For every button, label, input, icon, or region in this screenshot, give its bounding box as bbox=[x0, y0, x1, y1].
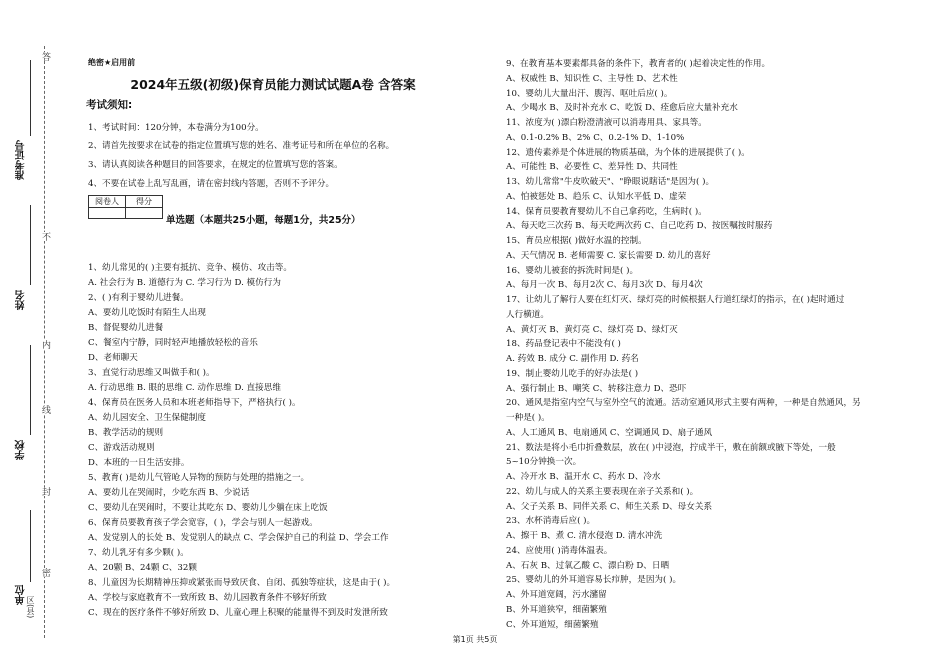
question-line: 10、婴幼儿大量出汗、腹泻、呕吐后应( )。 bbox=[506, 88, 673, 99]
ticket-number-label: 准考证号 bbox=[16, 140, 27, 180]
notice-item: 2、请首先按要求在试卷的指定位置填写您的姓名、准考证号和所在单位的名称。 bbox=[88, 141, 395, 151]
question-line: A、要幼儿吃饭时有陌生人出现 bbox=[88, 308, 206, 318]
question-line: A、天气情况 B. 老师需要 C. 家长需要 D. 幼儿的喜好 bbox=[506, 250, 711, 261]
question-line: A、学校与家庭教育不一致所致 B、幼儿园教育条件不够好所致 bbox=[88, 593, 327, 603]
question-line: A、强行制止 B、嘲笑 C、转移注意力 D、恐吓 bbox=[506, 383, 687, 394]
question-line: 15、育员应根据( )做好水温的控制。 bbox=[506, 236, 647, 246]
question-line: 3、直觉行动思维又叫做手和( )。 bbox=[88, 368, 215, 378]
notice-item: 4、不要在试卷上乱写乱画，请在密封线内答题，否则不予评分。 bbox=[88, 179, 335, 189]
question-line: B、外耳道狭窄，细菌繁殖 bbox=[506, 604, 607, 615]
seal-mark: 答 bbox=[40, 52, 50, 61]
question-line: B、教学活动的规则 bbox=[88, 428, 164, 438]
question-line: C、现在的医疗条件不够好所致 D、儿童心理上积聚的能量得不到及时发泄所致 bbox=[88, 608, 388, 618]
notice-item: 1、考试时间：120分钟，本卷满分为100分。 bbox=[88, 123, 264, 133]
seal-mark: 内 bbox=[40, 340, 50, 349]
question-line: 4、保育员在医务人员和本班老师指导下，严格执行( )。 bbox=[88, 398, 301, 408]
question-line: 1、幼儿常见的( )主要有抵抗、竞争、模仿、攻击等。 bbox=[88, 263, 292, 273]
question-line: C、游戏活动规则 bbox=[88, 443, 155, 453]
question-line: A. 行动思维 B. 眼的思维 C. 动作思维 D. 直接思维 bbox=[88, 383, 281, 393]
question-line: A、怕被惩处 B、趋乐 C、认知水平低 D、虚荣 bbox=[506, 191, 687, 202]
score-table-header: 得分 bbox=[126, 196, 163, 208]
region-label: 区(县) bbox=[26, 596, 35, 619]
question-line: 5~10分钟换一次。 bbox=[506, 457, 582, 468]
question-line: 5、教育( )是幼儿气管呛人异物的预防与处理的措施之一。 bbox=[88, 473, 310, 483]
question-line: 2、( )有利于婴幼儿进餐。 bbox=[88, 293, 189, 303]
seal-mark: 线 bbox=[40, 405, 50, 414]
question-line: A、冷开水 B、温开水 C、药水 D、冷水 bbox=[506, 472, 661, 482]
question-line: 11、浓度为( )漂白粉澄清液可以消毒用具、家具等。 bbox=[506, 118, 707, 128]
question-line: 人行横道。 bbox=[506, 309, 549, 320]
question-line: A、人工通风 B、电扇通风 C、空调通风 D、扇子通风 bbox=[506, 427, 713, 438]
question-line: 20、通风是指室内空气与室外空气的流通。活动室通风形式主要有两种，一种是自然通风，另 bbox=[506, 398, 861, 409]
ticket-number-field[interactable] bbox=[30, 60, 31, 136]
name-field[interactable] bbox=[30, 205, 31, 285]
page-title: 2024年五级(初级)保育员能力测试试题A卷 含答案 bbox=[130, 77, 416, 92]
school-label: 学校 bbox=[16, 440, 27, 460]
notice-heading: 考试须知: bbox=[86, 99, 133, 111]
score-table-header: 阅卷人 bbox=[89, 196, 126, 208]
seal-mark: 密 bbox=[40, 568, 50, 577]
question-line: 22、幼儿与成人的关系主要表现在亲子关系和( )。 bbox=[506, 486, 699, 497]
grader-cell[interactable] bbox=[89, 208, 126, 219]
question-line: 6、保育员要教育孩子学会宽容，( )，学会与别人一起游戏。 bbox=[88, 518, 318, 528]
question-line: A. 药效 B. 成分 C. 副作用 D. 药名 bbox=[506, 354, 639, 364]
question-line: 23、水杯消毒后应( )。 bbox=[506, 516, 596, 527]
unit-label: 单位 bbox=[16, 585, 27, 605]
section-heading: 单选题（本题共25小题，每题1分，共25分） bbox=[166, 215, 361, 226]
secret-mark: 绝密★启用前 bbox=[88, 58, 136, 67]
question-line: A、外耳道宽阔，污水瀦留 bbox=[506, 590, 607, 600]
question-line: D、老师聊天 bbox=[88, 353, 138, 363]
notice-item: 3、请认真阅读各种题目的回答要求，在规定的位置填写您的答案。 bbox=[88, 160, 343, 170]
page-number: 第1页 共5页 bbox=[452, 635, 498, 644]
question-line: 17、让幼儿了解行人要在红灯灭、绿灯亮的时候根据人行道红绿灯的指示，在( )起时通过 bbox=[506, 295, 845, 305]
question-line: 14、保育员要教育婴幼儿不自己拿药吃，生病时( )。 bbox=[506, 206, 707, 217]
seal-mark: 封 bbox=[40, 487, 50, 496]
question-line: 18、药品登记表中不能没有( ) bbox=[506, 339, 621, 350]
question-line: A、父子关系 B、同伴关系 C、师生关系 D、母女关系 bbox=[506, 501, 713, 512]
question-line: A、少喝水 B、及时补充水 C、吃饭 D、痊愈后应大量补充水 bbox=[506, 103, 738, 114]
question-line: A、要幼儿在哭闹时，少吃东西 B、少说话 bbox=[88, 488, 250, 498]
question-line: A、权威性 B、知识性 C、主导性 D、艺术性 bbox=[506, 73, 678, 84]
question-line: A. 社会行为 B. 道德行为 C. 学习行为 D. 模仿行为 bbox=[88, 278, 281, 288]
question-line: A、0.1-0.2% B、2% C、0.2-1% D、1-10% bbox=[506, 132, 685, 143]
question-line: B、督促婴幼儿进餐 bbox=[88, 323, 164, 333]
question-line: 8、儿童因为长期精神压抑或紧张而导致厌食、自闭、孤独等症状，这是由于( )。 bbox=[88, 578, 396, 588]
school-field[interactable] bbox=[30, 345, 31, 435]
question-line: A、每天吃三次药 B、每天吃两次药 C、自己吃药 D、按医嘱按时服药 bbox=[506, 221, 773, 232]
question-line: A、擦干 B、煮 C. 清水侵泡 D. 清水冲洗 bbox=[506, 531, 663, 541]
question-line: A、可能性 B、必要性 C、差异性 D、共同性 bbox=[506, 162, 678, 173]
question-line: A、每月一次 B、每月2次 C、每月3次 D、每月4次 bbox=[506, 280, 703, 291]
question-line: 19、制止婴幼儿吃手的好办法是( ) bbox=[506, 368, 639, 379]
question-line: 16、婴幼儿被套的拆洗时间是( )。 bbox=[506, 265, 639, 276]
question-line: A、20颗 B、24颗 C、32颗 bbox=[88, 563, 197, 573]
question-line: A、石灰 B、过氧乙酸 C、漂白粉 D、日晒 bbox=[506, 560, 670, 571]
score-cell[interactable] bbox=[126, 208, 163, 219]
question-line: 24、应使用( )消毒体温表。 bbox=[506, 545, 613, 556]
question-line: A、黄灯灭 B、黄灯亮 C、绿灯亮 D、绿灯灭 bbox=[506, 324, 678, 335]
name-label: 姓名 bbox=[16, 290, 27, 310]
seal-mark: 不 bbox=[40, 232, 50, 241]
question-line: 13、幼儿常常"牛皮吹破天"、"睁眼说瞎话"是因为( )。 bbox=[506, 177, 715, 187]
question-line: C、外耳道短，细菌繁殖 bbox=[506, 619, 599, 630]
unit-field[interactable] bbox=[30, 510, 31, 582]
score-table bbox=[88, 195, 163, 219]
binding-margin bbox=[0, 0, 62, 671]
question-line: 25、婴幼儿的外耳道容易长疖肿，是因为( )。 bbox=[506, 575, 682, 586]
question-line: 9、在教育基本要素都具备的条件下，教育者的( )起着决定性的作用。 bbox=[506, 59, 771, 69]
question-line: C、餐室内宁静，同时轻声地播放轻松的音乐 bbox=[88, 338, 258, 348]
question-line: A、发觉别人的长处 B、发觉别人的缺点 C、学会保护自己的利益 D、学会工作 bbox=[88, 533, 389, 543]
question-line: 7、幼儿乳牙有多少颗( )。 bbox=[88, 548, 189, 558]
question-line: 一种是( )。 bbox=[506, 413, 550, 423]
question-line: C、要幼儿在哭闹时，不要让其吃东 D、婴幼儿少躺在床上吃饭 bbox=[88, 503, 328, 513]
question-line: D、本班的一日生活安排。 bbox=[88, 458, 190, 468]
question-line: A、幼儿园安全、卫生保健制度 bbox=[88, 413, 206, 423]
question-line: 21、数法是将小毛巾折叠数层，放在( )中浸泡，拧成半干，敷在前额或腋下等处，一般 bbox=[506, 442, 836, 453]
question-line: 12、遗传素养是个体进展的物质基础，为个体的进展提供了( )。 bbox=[506, 147, 750, 158]
